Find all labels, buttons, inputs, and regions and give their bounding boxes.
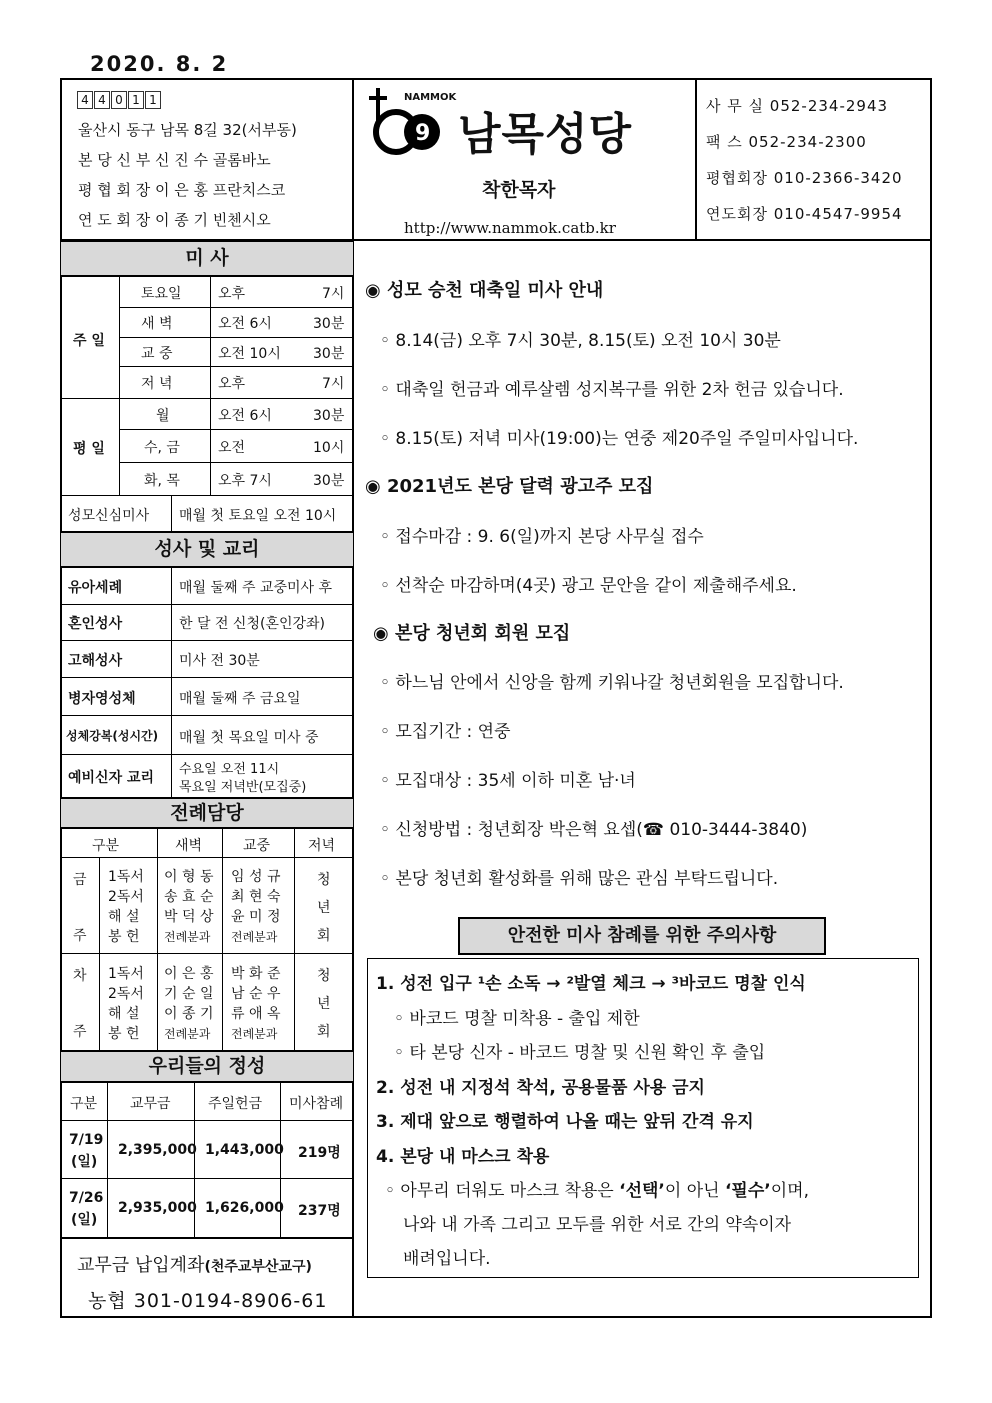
grid-line [61,953,353,954]
offering-header: 구분 [70,1096,98,1112]
minister: 전례분과 [164,930,211,944]
minister: 전례분과 [164,1027,211,1041]
notice-title: ◉ 본당 청년회 회원 모집 [373,623,571,644]
grid-line [119,366,352,367]
offering-sunday: 1,626,000 [205,1200,284,1216]
postal-digit: 4 [94,91,110,109]
minister: 박 덕 상 [164,909,214,925]
role: 봉 헌 [108,929,140,945]
mass-ampm: 오후 [218,376,246,392]
sacrament-value: 미사 전 30분 [179,653,260,669]
legio-head: 연 도 회 장 이 종 기 빈첸시오 [78,211,271,229]
grid-line [119,307,352,308]
minister: 최 현 숙 [231,889,281,905]
grid-line [61,604,353,605]
mass-ampm: 오후 7시 [218,473,272,489]
grid-line [61,677,353,678]
role: 1독서 [108,869,144,885]
column-divider [352,240,354,1318]
offering-sunday: 1,443,000 [205,1142,284,1158]
liturgy-title: 전례담당 [61,797,353,829]
closing-text: 이며, [770,1181,809,1201]
safety-line: 1. 성전 입구 ¹손 소독 → ²발열 체크 → ³바코드 명찰 인식 [376,974,806,994]
role: 봉 헌 [108,1026,140,1042]
grid-line [119,429,352,430]
address: 울산시 동구 남목 8길 32(서부동) [78,121,297,139]
sacrament-label: 고해성사 [68,653,123,669]
contact-office: 사 무 실 052-234-2943 [706,97,889,115]
sacrament-value: 매월 첫 목요일 미사 중 [179,730,319,746]
offering-attendance: 237명 [298,1203,341,1219]
offering-date: 7/26 [69,1190,104,1206]
evening-minister: 회 [317,1024,331,1040]
offering-header: 주일헌금 [208,1096,263,1112]
mass-time: 30분 [313,346,345,362]
evening-minister: 회 [317,928,331,944]
week-label: 차 [73,968,87,984]
grid-line [119,337,352,338]
notice-item: ◦ 모집대상 : 35세 이하 미혼 남·녀 [380,771,636,791]
bulletin-date: 2020. 8. 2 [90,52,229,76]
week-label: 주 [73,928,87,944]
bulletin-subtitle: 착한목자 [482,179,556,201]
notice-item: ◦ 본당 청년회 활성화를 위해 많은 관심 부탁드립니다. [380,869,779,889]
offering-dues: 2,395,000 [118,1142,197,1158]
grid-line [61,640,353,641]
postal-code [77,91,162,109]
safety-line: 3. 제대 앞으로 행렬하여 나올 때는 앞뒤 간격 유지 [376,1112,754,1132]
sacrament-value: 목요일 저녁반(모집중) [179,780,307,795]
postal-digit: 1 [145,91,161,109]
sacrament-value: 매월 둘째 주 교중미사 후 [179,580,333,596]
mass-day: 교 중 [141,346,173,362]
notice-title: ◉ 2021년도 본당 달력 광고주 모집 [365,476,654,497]
minister: 이 종 기 [164,1006,214,1022]
grid-line [119,462,352,463]
minister: 윤 미 정 [231,909,281,925]
council-head: 평 협 회 장 이 은 홍 프란치스코 [78,181,286,199]
minister: 전례분과 [231,1027,278,1041]
liturgy-header: 새벽 [175,838,203,854]
closing-text: ◦ 아무리 더워도 마스크 착용은 [385,1181,620,1201]
grid-line [61,495,353,496]
notice-item: ◦ 8.15(토) 저녁 미사(19:00)는 연중 제20주일 주일미사입니다. [380,429,859,449]
offering-day: (일) [71,1212,98,1228]
mass-title: 미 사 [61,240,353,277]
grid-line [171,495,172,532]
mass-time: 30분 [313,316,345,332]
minister: 남 순 우 [231,986,281,1002]
offering-attendance: 219명 [298,1145,341,1161]
offering-date: 7/19 [69,1132,104,1148]
notice-item: ◦ 8.14(금) 오후 7시 30분, 8.15(토) 오전 10시 30분 [380,331,781,351]
offering-header: 교무금 [130,1096,171,1112]
mass-time: 7시 [322,286,345,302]
church-name: 남목성당 [458,109,633,160]
safety-closing: 나와 내 가족 그리고 모두를 위한 서로 간의 약속이자 [403,1215,792,1235]
postal-digit: 1 [128,91,144,109]
notice-item: ◦ 접수마감 : 9. 6(일)까지 본당 사무실 접수 [380,527,704,547]
sacrament-label: 예비신자 교리 [68,770,155,786]
evening-minister: 년 [317,996,331,1012]
role: 해 설 [108,909,140,925]
liturgy-header: 교중 [243,838,271,854]
grid-line [61,754,353,755]
role: 1독서 [108,966,144,982]
notice-item: ◦ 선착순 마감하며(4곳) 광고 문안을 같이 제출해주세요. [380,576,797,596]
grid-line [171,568,172,798]
grid-line [61,1178,353,1179]
safety-line: ◦ 타 본당 신자 - 바코드 명찰 및 신원 확인 후 출입 [394,1043,766,1063]
first-sat-label: 성모신심미사 [68,508,150,524]
safety-line: ◦ 바코드 명찰 미착용 - 출입 제한 [394,1009,640,1029]
mass-ampm: 오전 10시 [218,346,281,362]
evening-minister: 청 [317,872,331,888]
svg-text:6: 6 [388,121,404,146]
first-sat-value: 매월 첫 토요일 오전 10시 [179,508,337,524]
notice-item: ◦ 모집기간 : 연중 [380,722,511,742]
liturgy-header: 구분 [92,838,120,854]
minister: 송 효 순 [164,889,214,905]
account-title-text: 교무금 납입계좌 [77,1255,205,1276]
mass-time: 7시 [322,376,345,392]
offering-dues: 2,935,000 [118,1200,197,1216]
notice-item: ◦ 대축일 헌금과 예루살렘 성지복구를 위한 2차 헌금 있습니다. [380,380,844,400]
evening-minister: 청 [317,968,331,984]
sacrament-value: 매월 둘째 주 금요일 [179,691,301,707]
week-label: 금 [73,872,87,888]
svg-text:9: 9 [415,121,431,146]
grid-line [157,829,158,1051]
mass-ampm: 오전 [218,440,246,456]
minister: 임 성 규 [231,869,281,885]
mass-time: 30분 [313,408,345,424]
week-label: 주 [73,1024,87,1040]
minister: 이 형 동 [164,869,214,885]
minister: 이 은 홍 [164,966,214,982]
mass-day: 토요일 [141,286,182,302]
closing-text: 이 아닌 [664,1181,725,1201]
minister: 전례분과 [231,930,278,944]
evening-minister: 년 [317,900,331,916]
mass-ampm: 오후 [218,286,246,302]
closing-emphasis: ‘선택’ [619,1181,665,1201]
grid-line [222,829,223,1051]
mass-ampm: 오전 6시 [218,408,272,424]
liturgy-header: 저녁 [308,838,336,854]
pastor: 본 당 신 부 신 진 수 골롬바노 [78,151,271,169]
divider [695,78,697,240]
mass-day: 화, 목 [144,473,180,489]
closing-emphasis: ‘필수’ [724,1181,771,1201]
contact-legio: 연도회장 010-4547-9954 [706,205,903,223]
safety-closing [385,1176,809,1201]
safety-closing: 배려입니다. [403,1249,491,1269]
mass-day: 저 녁 [141,376,173,392]
grid-line [61,715,353,716]
mass-day: 수, 금 [144,440,180,456]
safety-title: 안전한 미사 참례를 위한 주의사항 [458,917,826,955]
role: 2독서 [108,889,144,905]
offering-header: 미사참례 [289,1096,344,1112]
grid-line [61,857,353,858]
grid-line [61,398,353,399]
website-link[interactable]: http://www.nammok.catb.kr [404,219,616,237]
sacrament-label: 유아세례 [68,580,123,596]
logo-text: NAMMOK [404,92,457,103]
sacrament-label: 혼인성사 [68,616,123,632]
safety-line: 2. 성전 내 지정석 착석, 공용물품 사용 금지 [376,1078,705,1098]
offerings-title: 우리들의 정성 [61,1050,353,1083]
grid-line [99,857,100,1051]
weekday-label: 평 일 [73,441,105,457]
account-org: (천주교부산교구) [204,1259,312,1275]
mass-ampm: 오전 6시 [218,316,272,332]
offering-day: (일) [71,1154,98,1170]
grid-line [294,829,295,1051]
minister: 류 애 옥 [231,1006,281,1022]
mass-time: 30분 [313,473,345,489]
contact-council: 평협회장 010-2366-3420 [706,169,903,187]
sacrament-label: 병자영성체 [68,691,136,707]
notice-item: ◦ 하느님 안에서 신앙을 함께 키워나갈 청년회원을 모집합니다. [380,673,844,693]
grid-line [61,1237,353,1239]
mass-day: 새 벽 [141,316,173,332]
sacraments-title: 성사 및 교리 [61,531,353,568]
sacrament-value: 수요일 오전 11시 [179,762,280,777]
role: 2독서 [108,986,144,1002]
grid-line [107,1083,108,1238]
account-title [77,1251,312,1277]
sacrament-label: 성체강복(성시간) [66,729,159,743]
contact-fax: 팩 스 052-234-2300 [706,133,867,151]
grid-line [61,1120,353,1121]
minister: 박 화 준 [231,966,281,982]
account-number: 농협 301-0194-8906-61 [88,1290,328,1312]
divider [352,78,354,240]
postal-digit: 4 [77,91,93,109]
sacrament-value: 한 달 전 신청(혼인강좌) [179,616,325,632]
mass-time: 10시 [313,440,345,456]
notice-item: ◦ 신청방법 : 청년회장 박은혁 요셉(☎ 010-3444-3840) [380,820,808,840]
minister: 기 순 일 [164,986,214,1002]
notice-title: ◉ 성모 승천 대축일 미사 안내 [365,280,604,301]
postal-digit: 0 [111,91,127,109]
sunday-label: 주 일 [73,333,105,349]
role: 해 설 [108,1006,140,1022]
safety-line: 4. 본당 내 마스크 착용 [376,1147,550,1167]
mass-day: 월 [156,408,170,424]
